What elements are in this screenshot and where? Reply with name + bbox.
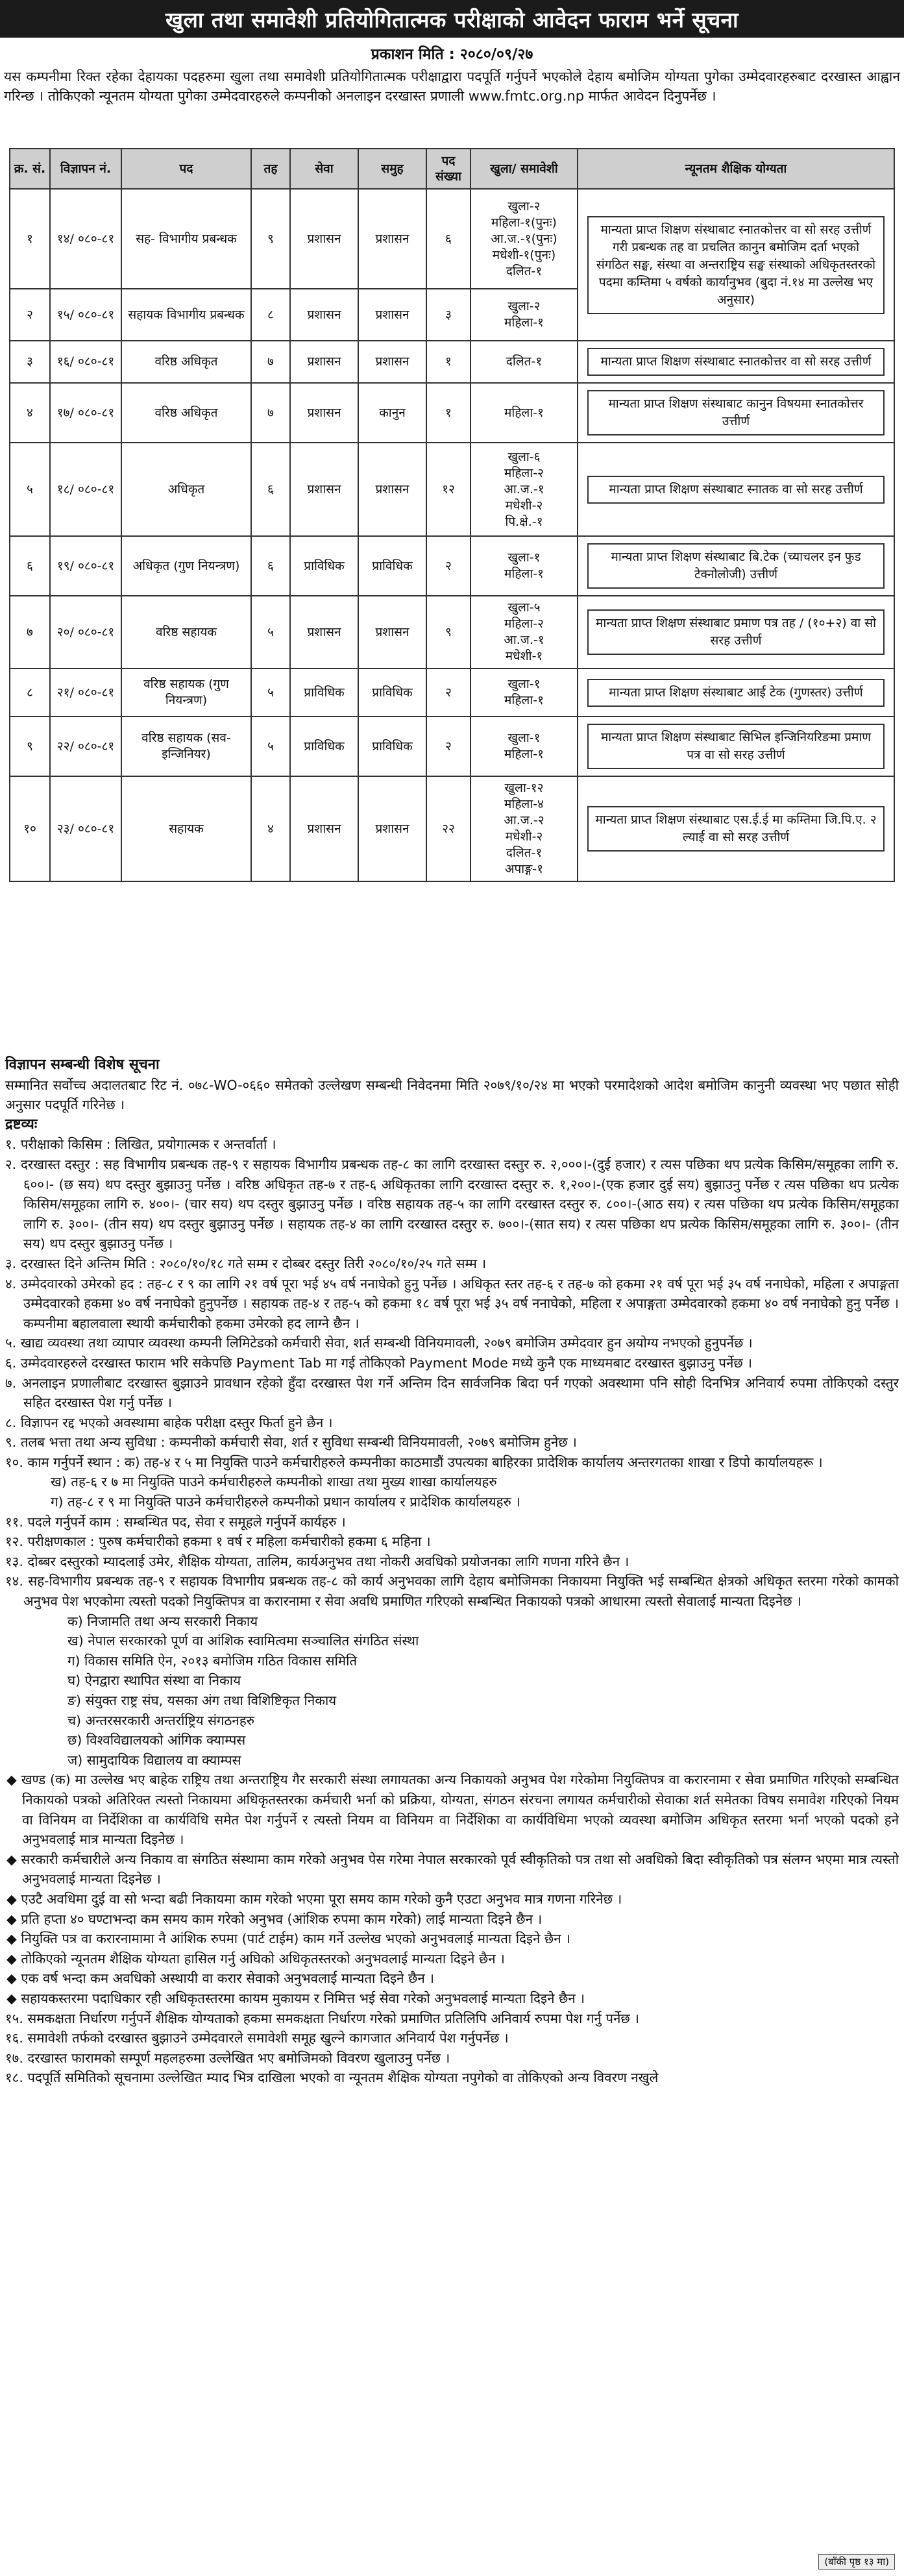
cell-service: प्रशासन	[290, 383, 358, 443]
cell-post: वरिष्ठ सहायक	[121, 596, 251, 669]
table-header-cell: पद	[121, 149, 251, 189]
cell-post: सह- विभागीय प्रबन्धक	[121, 189, 251, 289]
note-item: ३. दरखास्त दिने अन्तिम मिति : २०८०/१०/१८ गते सम्म र दोब्बर दस्तुर तिरी २०८०/१०/२५ गते सम्म ।	[5, 1255, 487, 1271]
quota-line: महिला-२	[504, 617, 544, 631]
org-item: घ) ऐनद्वारा स्थापित संस्था वा निकाय	[67, 1673, 241, 1689]
qualification-text: मान्यता प्राप्त शिक्षण संस्थाबाट एस.ई.ई मा कम्तिमा जि.पि.ए. २ ल्याई वा सो सरह उत्तीर्ण	[587, 806, 885, 852]
cell-level: ९	[251, 189, 290, 289]
diamond-icon: ◆	[6, 1970, 21, 1987]
table-row	[10, 776, 894, 881]
quota-line: महिला-१	[504, 747, 544, 761]
cell-count: ९	[426, 596, 470, 669]
cell-adv: १७/ ०८०-८१	[50, 383, 121, 443]
cell-service: प्राविधिक	[290, 536, 358, 596]
cell-count: १	[426, 383, 470, 443]
diamond-icon: ◆	[6, 1851, 21, 1867]
cell-count: २	[426, 717, 470, 776]
quota-line: मधेशी-१	[505, 649, 543, 663]
org-item: ज) सामुदायिक विद्यालय वा क्याम्पस	[67, 1752, 241, 1768]
cell-adv: १५/ ०८०-८१	[50, 289, 121, 341]
quota-line: दलित-१	[506, 354, 543, 369]
org-item: ङ) संयुक्त राष्ट्र संघ, यसका अंग तथा विशिष्टिकृत निकाय	[67, 1693, 337, 1708]
cell-level: ६	[251, 536, 290, 596]
cell-adv: १६/ ०८०-८१	[50, 341, 121, 383]
quota-line: खुला-६	[507, 449, 541, 464]
note-item: १८. पदपूर्ति समितिको सूचनामा उल्लेखित म्याद भित्र दाखिला भएको वा न्यूनतम शैक्षिक योग्यता नपुगेको वा तोकिएको अन्य विवरण नखुले	[5, 2070, 659, 2086]
cell-sn: ५	[10, 443, 50, 536]
cell-service: प्रशासन	[290, 289, 358, 341]
table-header-cell: न्यूनतम शैक्षिक योग्यता	[578, 149, 894, 189]
table-header-cell: सेवा	[290, 149, 358, 189]
quota-line: खुला-५	[507, 600, 541, 615]
cell-level: ७	[251, 341, 290, 383]
bullet-item	[5, 1949, 899, 1969]
cell-quota	[470, 596, 578, 669]
cell-adv: २२/ ०८०-८१	[50, 717, 121, 776]
quota-line: अपाङ्ग-१	[505, 862, 543, 876]
note-item: १४. सह-विभागीय प्रबन्धक तह-९ र सहायक विभागीय प्रबन्धक तह-८ को कार्य अनुभवका लागि देहाय बमोजिमका निकायमा नियुक्ति भई सम्बन्धित क्षेत्रको अधिकृत स्तरमा गरेको कामको अनुभव पेश भएकोमा त्यस्तो पदको नियुक्तिपत्र वा करारनामा र सेवा अवधि प्रमाणित गरिएको सम्बन्धित निकायको पत्रको आधारमा त्यस्तो सेवालाई मान्यता दिइनेछ ।	[5, 1573, 899, 1610]
cell-sn: ८	[10, 669, 50, 717]
note-item: ९. तलब भत्ता तथा अन्य सुविधा : कम्पनीको कर्मचारी सेवा, शर्त र सुविधा सम्बन्धी विनियमावली, २०७९ बमोजिम हुनेछ ।	[5, 1434, 577, 1451]
cell-level: ६	[251, 443, 290, 536]
bullet-item	[5, 1909, 899, 1930]
cell-adv: २१/ ०८०-८१	[50, 669, 121, 717]
cell-count: ६	[426, 189, 470, 289]
quota-line: पि.क्षे.-१	[505, 514, 543, 529]
table-row	[10, 717, 894, 776]
bullet-list	[5, 1770, 899, 2008]
note-item: १२. परीक्षणकाल : पुरुष कर्मचारीको हकमा १ वर्ष र महिला कर्मचारीको हकमा ६ महिना ।	[5, 1534, 431, 1550]
table-header-cell: विज्ञापन नं.	[50, 149, 121, 189]
cell-quota	[470, 717, 578, 776]
cell-level: ५	[251, 596, 290, 669]
cell-level: ४	[251, 776, 290, 881]
cell-service: प्रशासन	[290, 341, 358, 383]
note-item: १३. दोब्बर दस्तुरको म्यादलाई उमेर, शैक्षिक योग्यता, तालिम, कार्यअनुभव तथा नोकरी अवधिको प्रयोजनका लागि गणना गरिने छैन ।	[5, 1553, 629, 1569]
cell-qualification	[578, 776, 894, 881]
quota-line: मधेशी-२	[505, 498, 543, 513]
note-item: १६. समावेशी तर्फको दरखास्त बुझाउने उम्मेदवारले समावेशी समूह खुल्ने कागजात अनिवार्य पेश गर्नुपर्नेछ ।	[5, 2030, 509, 2046]
cell-sn: ७	[10, 596, 50, 669]
cell-qualification	[578, 383, 894, 443]
bullet-text: प्रति हप्ता ४० घण्टाभन्दा कम समय काम गरेको अनुभव (आंशिक रुपमा काम गरेको) लाई मान्यता दिइने छैन ।	[21, 1911, 543, 1927]
quota-line: आ.ज.-१	[504, 482, 544, 497]
cell-sn: ३	[10, 341, 50, 383]
quota-line: महिला-१	[504, 693, 544, 707]
tail-notes	[5, 2009, 899, 2088]
page-title: खुला तथा समावेशी प्रतियोगितात्मक परीक्षाको आवेदन फाराम भर्ने सूचना	[0, 0, 904, 38]
qualification-text: मान्यता प्राप्त शिक्षण संस्थाबाट बि.टेक (च्याचलर इन फुड टेक्नोलोजी) उत्तीर्ण	[587, 543, 885, 589]
note-item: ११. पदले गर्नुपर्ने काम : सम्बन्धित पद, सेवा र समूहले गर्नुपर्ने कार्यहरु ।	[5, 1514, 346, 1530]
bullet-text: तोकिएको न्यूनतम शैक्षिक योग्यता हासिल गर्नु अघिको अधिकृतस्तरको अनुभवलाई मान्यता दिइने छैन ।	[21, 1950, 505, 1967]
org-item: ग) विकास समिति ऐन, २०१३ बमोजिम गठित विकास समिति	[67, 1652, 358, 1669]
cell-count: २	[426, 536, 470, 596]
quota-line: महिला-१	[504, 315, 544, 330]
cell-sn: ६	[10, 536, 50, 596]
note-item: १७. दरखास्त फारामको सम्पूर्ण महलहरुमा उल्लेखित भए बमोजिमको विवरण खुलाउनु पर्नेछ ।	[5, 2050, 450, 2066]
note-item: ग) तह-८ र ९ मा नियुक्ति पाउने कर्मचारीहरुले कम्पनीको प्रधान कार्यालय र प्रादेशिक कार्यालयहरु ।	[51, 1494, 521, 1510]
cell-adv: २०/ ०८०-८१	[50, 596, 121, 669]
bullet-text: सरकारी कर्मचारीले अन्य निकाय वा संगठित संस्थामा काम गरेको अनुभव पेस गरेमा नेपाल सरकारको पूर्व स्वीकृतिको पत्र तथा सो अवधिको बिदा स्वीकृतिको पत्र संलग्न भएमा मात्र त्यस्तो अनुभवलाई मान्यता दिइनेछ ।	[21, 1851, 899, 1887]
cell-qualification	[578, 189, 894, 341]
cell-level: ५	[251, 717, 290, 776]
table-header-cell: समुह	[358, 149, 426, 189]
publish-date: प्रकाशन मिति : २०८०/०९/२७	[371, 46, 533, 63]
quota-line: दलित-१	[506, 846, 543, 860]
bullet-item	[5, 1989, 899, 2009]
note-item: १. परीक्षाको किसिम : लिखित, प्रयोगात्मक र अन्तर्वार्ता ।	[5, 1136, 276, 1153]
bullet-item	[5, 1929, 899, 1949]
org-item: ख) नेपाल सरकारको पूर्ण वा आंशिक स्वामित्वमा सञ्चालित संगठित संस्था	[67, 1633, 419, 1649]
cell-group: प्रशासन	[358, 776, 426, 881]
special-notice-heading: विज्ञापन सम्बन्धी विशेष सूचना	[5, 1057, 160, 1073]
cell-qualification	[578, 717, 894, 776]
bullet-text: एक वर्ष भन्दा कम अवधिको अस्थायी वा करार सेवाको अनुभवलाई मान्यता दिइने छैन ।	[21, 1970, 435, 1987]
qualification-text: मान्यता प्राप्त शिक्षण संस्थाबाट प्रमाण पत्र तह / (१०+२) वा सो सरह उत्तीर्ण	[587, 609, 885, 655]
bullet-text: खण्ड (क) मा उल्लेख भए बाहेक राष्ट्रिय तथा अन्तराष्ट्रिय गैर सरकारी संस्था लगायतका अन्य निकायको अनुभव पेश गरेकोमा नियुक्तिपत्र वा करारनामा र सेवा प्रमाणित गरिएको सम्बन्धित निकायको पत्रको अतिरिक्त त्यस्तो निकायमा अधिकृतस्तरका कर्मचारी भर्ना को प्रक्रिया, योग्यता, संगठन संरचना लगायत कर्मचारीको सेवाका शर्त समेतका विषय समावेश गरिएको नियम वा विनियम वा निर्देशिका वा कार्यविधि समेत पेश गर्नुपर्ने र त्यस्तो नियम वा विनियम वा निर्देशिका वा कार्यविधिमा भएको व्यवस्था बमोजिम अधिकृत स्तरमा भर्ना भएको पदको हने अनुभवलाई मात्र मान्यता दिइनेछ ।	[21, 1772, 899, 1848]
diamond-icon: ◆	[6, 1931, 21, 1947]
quota-line: खुला-१	[507, 731, 541, 745]
qualification-text: मान्यता प्राप्त शिक्षण संस्थाबाट सिभिल इन्जिनियरिङमा प्रमाण पत्र वा सो सरह उत्तीर्ण	[587, 724, 885, 769]
qualification-text: मान्यता प्राप्त शिक्षण संस्थाबाट स्नातकोत्तर वा सो सरह उत्तीर्ण गरी प्रबन्धक तह वा प्रचलित कानुन बमोजिम दर्ता भएको संगठित सङ्घ, संस्था वा अन्तराष्ट्रिय सङ्घ संस्थाको अधिकृतस्तरको पदमा कम्तिमा ५ वर्षको कार्यानुभव (बुदा नं.१४ मा उल्लेख भए अनुसार)	[587, 216, 885, 314]
notes-list	[5, 1135, 899, 1611]
notes-heading: द्रष्टव्यः	[5, 1116, 38, 1133]
cell-level: ७	[251, 383, 290, 443]
cell-level: ५	[251, 669, 290, 717]
org-item: छ) विश्वविद्यालयको आंगिक क्याम्पस	[67, 1732, 246, 1748]
diamond-icon: ◆	[6, 1891, 21, 1907]
quota-line: महिला-१	[504, 567, 544, 581]
table-row	[10, 669, 894, 717]
note-item: १०. काम गर्नुपर्ने स्थान : क) तह-४ र ५ मा नियुक्ति पाउने कर्मचारीहरुले कम्पनीका काठमाडौं उपत्यका बाहिरका प्रादेशिक कार्यालय अन्तरगतका शाखा र डिपो कार्यालयहरू ।	[5, 1454, 823, 1470]
cell-sn: १०	[10, 776, 50, 881]
table-row	[10, 341, 894, 383]
qualification-text: मान्यता प्राप्त शिक्षण संस्थाबाट स्नातकोत्तर वा सो सरह उत्तीर्ण	[587, 348, 885, 376]
bullet-item	[5, 1969, 899, 1989]
cell-qualification	[578, 443, 894, 536]
cell-post: वरिष्ठ अधिकृत	[121, 341, 251, 383]
quota-line: खुला-१	[507, 550, 541, 565]
cell-quota	[470, 536, 578, 596]
table-row	[10, 536, 894, 596]
cell-group: प्रशासन	[358, 189, 426, 289]
diamond-icon: ◆	[6, 1911, 21, 1927]
cell-service: प्रशासन	[290, 189, 358, 289]
org-list	[5, 1612, 899, 1771]
table-header-cell: क्र. सं.	[10, 149, 50, 189]
cell-level: ८	[251, 289, 290, 341]
cell-service: प्रशासन	[290, 443, 358, 536]
quota-line: महिला-४	[504, 797, 544, 811]
cell-qualification	[578, 596, 894, 669]
table-row	[10, 383, 894, 443]
table-header-cell: खुला/ समावेशी	[470, 149, 578, 189]
org-item: च) अन्तरसरकारी अन्तर्राष्ट्रिय संगठनहरु	[67, 1712, 254, 1728]
cell-quota	[470, 669, 578, 717]
quota-line: खुला-२	[507, 299, 541, 313]
cell-service: प्राविधिक	[290, 717, 358, 776]
quota-line: महिला-१(पुनः)	[491, 215, 557, 230]
quota-line: खुला-१२	[504, 781, 544, 795]
quota-line: महिला-२	[504, 465, 544, 480]
cell-sn: १	[10, 189, 50, 289]
quota-line: महिला-१	[504, 405, 544, 420]
note-item: ८. विज्ञापन रद्द भएको अवस्थामा बाहेक परीक्षा दस्तुर फिर्ता हुने छैन ।	[5, 1414, 333, 1430]
cell-count: १२	[426, 443, 470, 536]
quota-line: खुला-२	[507, 199, 541, 214]
diamond-icon: ◆	[6, 1990, 21, 2006]
table-row	[10, 443, 894, 536]
cell-quota	[470, 443, 578, 536]
cell-post: सहायक विभागीय प्रबन्धक	[121, 289, 251, 341]
cell-quota	[470, 383, 578, 443]
cell-group: प्राविधिक	[358, 717, 426, 776]
cell-group: प्राविधिक	[358, 536, 426, 596]
quota-line: मधेशी-१(पुनः)	[492, 247, 556, 262]
note-item: २. दरखास्त दस्तुर : सह विभागीय प्रबन्धक तह-९ र सहायक विभागीय प्रबन्धक तह-८ का लागि दरखास्त दस्तुर रु. २,०००।-(दुई हजार) र त्यस पछिका थप प्रत्येक किसिम/समूहका लागि रु. ६००।- (छ सय) थप दस्तुर बुझाउनु पर्नेछ । वरिष्ठ अधिकृत तह-७ र तह-६ अधिकृतका लागि दरखास्त दस्तुर रु. १,२००।-(एक हजार दुई सय) बुझाउनु पर्नेछ र त्यस पछिका थप प्रत्येक किसिम/समूहका लागि रु. ४००।- (चार सय) थप दस्तुर बुझाउनु पर्नेछ । वरिष्ठ सहायक तह-५ का लागि दरखास्त दस्तुर रु. ८००।-(आठ सय) र त्यस पछिका थप प्रत्येक किसिम/समूहका लागि रु. ३००।- (तीन सय) थप दस्तुर बुझाउनु पर्नेछ । सहायक तह-४ का लागि दरखास्त दस्तुर रु. ७००।-(सात सय) र त्यस पछिका थप प्रत्येक किसिम/समूहका लागि रु. ३००।- (तीन सय) थप दस्तुर बुझाउनु पर्नेछ ।	[5, 1156, 899, 1252]
quota-line: आ.ज.-१(पुनः)	[491, 231, 557, 246]
cell-service: प्राविधिक	[290, 669, 358, 717]
cell-sn: ४	[10, 383, 50, 443]
table-row	[10, 189, 894, 289]
quota-line: आ.ज.-१	[504, 633, 544, 647]
cell-group: प्राविधिक	[358, 669, 426, 717]
cell-qualification	[578, 536, 894, 596]
note-item: ५. खाद्य व्यवस्था तथा व्यापार व्यवस्था कम्पनी लिमिटेडको कर्मचारी सेवा, शर्त सम्बन्धी विनियमावली, २०७९ बमोजिम उम्मेदवार हुन अयोग्य नभएको हुनुपर्नेछ ।	[5, 1335, 753, 1351]
qualification-text: मान्यता प्राप्त शिक्षण संस्थाबाट आई टेक (गुणस्तर) उत्तीर्ण	[587, 679, 885, 707]
bullet-item	[5, 1889, 899, 1909]
bullet-text: सहायकस्तरमा पदाधिकार रही अधिकृतस्तरमा कायम मुकायम र निमित्त भई सेवा गरेको अनुभवलाई मान्यता दिइने छैन ।	[21, 1990, 585, 2006]
cell-count: ३	[426, 289, 470, 341]
cell-qualification	[578, 341, 894, 383]
cell-quota	[470, 341, 578, 383]
note-item: ७. अनलाइन प्रणालीबाट दरखास्त बुझाउने प्रावधान रहेको हुँदा दरखास्त पेश गर्ने अन्तिम दिन सार्वजनिक बिदा पर्न गएको अवस्थामा पनि सोही दिनभित्र अनिवार्य रुपमा तोकिएको दस्तुर सहित दरखास्त पेश गर्नु पर्नेछ ।	[5, 1375, 899, 1411]
cell-post: वरिष्ठ सहायक (सव-इन्जिनियर)	[121, 717, 251, 776]
cell-quota	[470, 189, 578, 289]
diamond-icon: ◆	[6, 1950, 21, 1967]
cell-post: वरिष्ठ अधिकृत	[121, 383, 251, 443]
cell-post: सहायक	[121, 776, 251, 881]
cell-service: प्रशासन	[290, 596, 358, 669]
cell-group: प्रशासन	[358, 289, 426, 341]
cell-adv: १४/ ०८०-८१	[50, 189, 121, 289]
intro-paragraph: यस कम्पनीमा रिक्त रहेका देहायका पदहरुमा खुला तथा समावेशी प्रतियोगितात्मक परीक्षाद्वारा पदपूर्ति गर्नुपर्ने भएकोले देहाय बमोजिम योग्यता पुगेका उम्मेदवारहरुबाट दरखास्त आह्वान गरिन्छ । तोकिएको न्यूनतम योग्यता पुगेका उम्मेदवारहरुले कम्पनीको अनलाइन दरखास्त प्रणाली www.fmtc.org.np मार्फत आवेदन दिनुपर्नेछ ।	[4, 69, 900, 104]
cell-adv: १८/ ०८०-८१	[50, 443, 121, 536]
cell-quota	[470, 776, 578, 881]
qualification-text: मान्यता प्राप्त शिक्षण संस्थाबाट स्नातक वा सो सरह उत्तीर्ण	[587, 476, 885, 504]
bullet-item	[5, 1850, 899, 1889]
cell-group: प्रशासन	[358, 596, 426, 669]
cell-service: प्रशासन	[290, 776, 358, 881]
note-item: ४. उम्मेदवारको उमेरको हद : तह-८ र ९ का लागि २१ वर्ष पूरा भई ४५ वर्ष ननाघेको हुनु पर्नेछ । अधिकृत स्तर तह-६ र तह-७ को हकमा २१ वर्ष पूरा भई ३५ वर्ष ननाघेको, महिला र अपाङ्गता उम्मेदवारको हकमा ४० वर्ष ननाघेको हुनुपर्नेछ । सहायक तह-४ र तह-५ को हकमा १८ वर्ष पूरा भई ३५ वर्ष ननाघेको, महिला र अपाङ्गता उम्मेदवारको हकमा ४० वर्ष ननाघेको हुनु पर्नेछ । कम्पनीमा बहालवाला स्थायी कर्मचारीको हकमा उमेरको हद लाग्ने छैन ।	[5, 1275, 899, 1331]
vacancy-table	[9, 148, 895, 882]
cell-group: कानुन	[358, 383, 426, 443]
note-item: ख) तह-६ र ७ मा नियुक्ति पाउने कर्मचारीहरुले कम्पनीको शाखा तथा मुख्य शाखा कार्यालयहरु	[51, 1474, 497, 1490]
table-row	[10, 596, 894, 669]
bullet-item	[5, 1770, 899, 1849]
cell-group: प्रशासन	[358, 443, 426, 536]
cell-post: अधिकृत	[121, 443, 251, 536]
qualification-text: मान्यता प्राप्त शिक्षण संस्थाबाट कानुन विषयमा स्नातकोत्तर उत्तीर्ण	[587, 390, 885, 435]
cell-count: १	[426, 341, 470, 383]
quota-line: मधेशी-२	[505, 829, 543, 844]
cell-sn: ९	[10, 717, 50, 776]
table-header-cell: तह	[251, 149, 290, 189]
notes-section	[5, 1055, 899, 2088]
cell-adv: २३/ ०८०-८१	[50, 776, 121, 881]
cell-count: २२	[426, 776, 470, 881]
quota-line: खुला-१	[507, 677, 541, 691]
cell-sn: २	[10, 289, 50, 341]
diamond-icon: ◆	[6, 1772, 21, 1788]
special-notice-text: सम्मानित सर्वोच्च अदालतबाट रिट नं. ०७८-WO-०६६० समेतको उल्लेखण सम्बन्धी निवेदनमा मिति २०७९/१०/२४ मा भएको परमादेशको आदेश बमोजिम कानुनी व्यवस्था भए पछात सोही अनुसार पदपूर्ति गरिनेछ ।	[5, 1077, 899, 1113]
table-header-cell: पद संख्या	[426, 149, 470, 189]
cell-quota	[470, 289, 578, 341]
cell-count: २	[426, 669, 470, 717]
bullet-text: नियुक्ति पत्र वा करारनामामा नै आंशिक रुपमा (पार्ट टाईम) काम गर्ने उल्लेख भएको अनुभवलाई मान्यता दिइने छैन ।	[21, 1931, 570, 1947]
note-item: ६. उम्मेदवारहरुले दरखास्त फाराम भरि सकेपछि Payment Tab मा गई तोकिएको Payment Mode मध्ये कुनै एक माध्यमबाट दरखास्त बुझाउनु पर्नेछ ।	[5, 1355, 753, 1371]
cell-qualification	[578, 669, 894, 717]
cell-adv: १९/ ०८०-८१	[50, 536, 121, 596]
cell-post: वरिष्ठ सहायक (गुण नियन्त्रण)	[121, 669, 251, 717]
quota-line: आ.ज.-२	[504, 813, 544, 828]
bullet-text: एउटै अवधिमा दुई वा सो भन्दा बढी निकायमा काम गरेको भएमा पूरा समय काम गरेको कुनै एउटा अनुभव मात्र गणना गरिनेछ ।	[21, 1891, 622, 1907]
cell-post: अधिकृत (गुण नियन्त्रण)	[121, 536, 251, 596]
quota-line: दलित-१	[506, 264, 543, 278]
note-item: १५. समकक्षता निर्धारण गर्नुपर्ने शैक्षिक योग्यताको हकमा समकक्षता निर्धारण गरेको प्रमाणित प्रतिलिपि अनिवार्य रुपमा पेश गर्नु पर्नेछ ।	[5, 2010, 640, 2026]
table-header-row	[10, 149, 894, 189]
cell-group: प्रशासन	[358, 341, 426, 383]
page-continuation: (बाँकी पृष्ठ १३ मा)	[818, 2554, 895, 2570]
org-item: क) निजामति तथा अन्य सरकारी निकाय	[67, 1613, 258, 1629]
